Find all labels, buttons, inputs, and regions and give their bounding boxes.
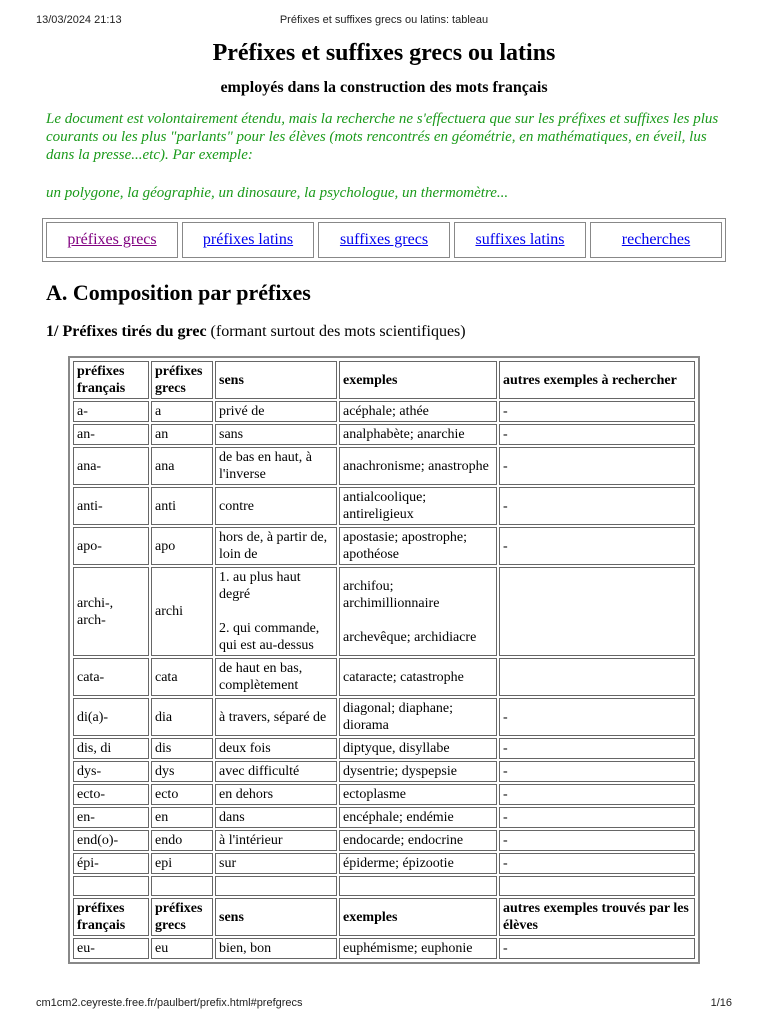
empty-cell: [499, 876, 695, 896]
col-header: autres exemples trouvés par les élèves: [499, 898, 695, 936]
col-header: exemples: [339, 898, 497, 936]
cell-autres: -: [499, 807, 695, 828]
cell-sens: hors de, à partir de, loin de: [215, 527, 337, 565]
cell-grec: ecto: [151, 784, 213, 805]
cell-autres: -: [499, 698, 695, 736]
cell-sens: contre: [215, 487, 337, 525]
cell-exemples: diagonal; diaphane; diorama: [339, 698, 497, 736]
cell-sens: dans: [215, 807, 337, 828]
cell-autres: [499, 658, 695, 696]
prefix-table: [71, 359, 697, 961]
cell-francais: anti-: [73, 487, 149, 525]
cell-sens: [215, 567, 337, 656]
cell-francais: end(o)-: [73, 830, 149, 851]
subsection-label: 1/ Préfixes tirés du grec: [46, 323, 207, 340]
cell-autres: -: [499, 424, 695, 445]
cell-francais: an-: [73, 424, 149, 445]
cell-grec: dia: [151, 698, 213, 736]
nav-link-prefixes-grecs[interactable]: préfixes grecs: [46, 222, 178, 258]
table-row: [73, 938, 695, 959]
print-page-title: Préfixes et suffixes grecs ou latins: tableau: [279, 14, 489, 26]
page-subtitle: employés dans la construction des mots français: [220, 79, 548, 96]
cell-grec: eu: [151, 938, 213, 959]
table-row: [73, 658, 695, 696]
cell-grec: dys: [151, 761, 213, 782]
cell-exemples: anachronisme; anastrophe: [339, 447, 497, 485]
cell-sens: bien, bon: [215, 938, 337, 959]
cell-exemples: encéphale; endémie: [339, 807, 497, 828]
empty-cell: [339, 876, 497, 896]
empty-cell: [73, 876, 149, 896]
cell-grec: endo: [151, 830, 213, 851]
table-row: [73, 424, 695, 445]
cell-sens: privé de: [215, 401, 337, 422]
table-header-row-2: [73, 898, 695, 936]
nav-link-recherches[interactable]: recherches: [590, 222, 722, 258]
cell-sens: de haut en bas, complètement: [215, 658, 337, 696]
cell-autres: -: [499, 487, 695, 525]
table-row: [73, 698, 695, 736]
cell-grec: a: [151, 401, 213, 422]
nav-link-prefixes-latins[interactable]: préfixes latins: [182, 222, 314, 258]
cell-sens: de bas en haut, à l'inverse: [215, 447, 337, 485]
cell-autres: -: [499, 447, 695, 485]
cell-sens: sans: [215, 424, 337, 445]
cell-exemples: analphabète; anarchie: [339, 424, 497, 445]
page-content: [46, 36, 722, 964]
table-row: [73, 830, 695, 851]
cell-francais: di(a)-: [73, 698, 149, 736]
cell-autres: -: [499, 738, 695, 759]
cell-francais: ecto-: [73, 784, 149, 805]
cell-francais: épi-: [73, 853, 149, 874]
col-header: sens: [215, 898, 337, 936]
cell-sens: à travers, séparé de: [215, 698, 337, 736]
col-header: préfixes français: [73, 898, 149, 936]
cell-autres: [499, 567, 695, 656]
intro-paragraph-2: un polygone, la géographie, un dinosaure, la psychologue, un thermomètre...: [46, 185, 509, 201]
sens-item: 1. au plus haut degré: [219, 570, 301, 602]
exemples-item: archifou; archimillionnaire: [343, 578, 440, 611]
cell-grec: en: [151, 807, 213, 828]
cell-sens: deux fois: [215, 738, 337, 759]
cell-grec: ana: [151, 447, 213, 485]
cell-autres: -: [499, 830, 695, 851]
cell-autres: -: [499, 761, 695, 782]
col-header: préfixes grecs: [151, 898, 213, 936]
table-row: [73, 401, 695, 422]
print-header: [36, 14, 732, 28]
page-title: Préfixes et suffixes grecs ou latins: [212, 40, 556, 66]
cell-grec: apo: [151, 527, 213, 565]
table-header-row: [73, 361, 695, 399]
cell-autres: -: [499, 401, 695, 422]
cell-exemples: endocarde; endocrine: [339, 830, 497, 851]
cell-exemples: ectoplasme: [339, 784, 497, 805]
empty-cell: [151, 876, 213, 896]
cell-grec: dis: [151, 738, 213, 759]
table-row: [73, 853, 695, 874]
cell-exemples: acéphale; athée: [339, 401, 497, 422]
cell-exemples: [339, 567, 497, 656]
print-footer: [36, 997, 732, 1011]
cell-francais: apo-: [73, 527, 149, 565]
subsection-note: (formant surtout des mots scientifiques): [206, 323, 466, 340]
intro-paragraph-1: Le document est volontairement étendu, mais la recherche ne s'effectuera que sur les préfixes et suffixes les plus courants ou les plus "parlants" pour les élèves (mots rencontrés en géométrie, en mathématiques, en éveil, lus dans la presse...etc). Par exemple:: [46, 111, 719, 163]
cell-exemples: épiderme; épizootie: [339, 853, 497, 874]
table-row: [73, 738, 695, 759]
cell-autres: -: [499, 938, 695, 959]
intro-text: [46, 110, 722, 202]
cell-grec: an: [151, 424, 213, 445]
cell-francais: dis, di: [73, 738, 149, 759]
exemples-item: archevêque; archidiacre: [343, 629, 477, 645]
col-header: exemples: [339, 361, 497, 399]
cell-francais: ana-: [73, 447, 149, 485]
nav-link-suffixes-latins[interactable]: suffixes latins: [454, 222, 586, 258]
col-header: sens: [215, 361, 337, 399]
col-header: préfixes français: [73, 361, 149, 399]
empty-cell: [215, 876, 337, 896]
cell-grec: archi: [151, 567, 213, 656]
cell-francais: dys-: [73, 761, 149, 782]
table-row: [73, 784, 695, 805]
table-row: [73, 807, 695, 828]
cell-exemples: dysentrie; dyspepsie: [339, 761, 497, 782]
cell-autres: -: [499, 853, 695, 874]
cell-exemples: diptyque, disyllabe: [339, 738, 497, 759]
cell-francais: a-: [73, 401, 149, 422]
col-header: préfixes grecs: [151, 361, 213, 399]
cell-sens: à l'intérieur: [215, 830, 337, 851]
cell-exemples: apostasie; apostrophe; apothéose: [339, 527, 497, 565]
cell-francais: en-: [73, 807, 149, 828]
cell-sens: avec difficulté: [215, 761, 337, 782]
col-header: autres exemples à rechercher: [499, 361, 695, 399]
table-row: [73, 527, 695, 565]
cell-sens: en dehors: [215, 784, 337, 805]
print-url: cm1cm2.ceyreste.free.fr/paulbert/prefix.html#prefgrecs: [36, 997, 303, 1009]
cell-francais: eu-: [73, 938, 149, 959]
table-row: [73, 761, 695, 782]
print-page-number: 1/16: [710, 997, 732, 1009]
print-datetime: 13/03/2024 21:13: [36, 14, 122, 26]
cell-francais: cata-: [73, 658, 149, 696]
cell-grec: anti: [151, 487, 213, 525]
cell-autres: -: [499, 527, 695, 565]
cell-sens: sur: [215, 853, 337, 874]
subsection-heading: [46, 322, 722, 342]
cell-exemples: cataracte; catastrophe: [339, 658, 497, 696]
section-heading: A. Composition par préfixes: [46, 280, 311, 305]
cell-exemples: euphémisme; euphonie: [339, 938, 497, 959]
table-row: [73, 487, 695, 525]
table-row-archi: [73, 567, 695, 656]
prefix-table-frame: [68, 356, 700, 964]
cell-francais: archi-, arch-: [73, 567, 149, 656]
table-row: [73, 447, 695, 485]
sens-item: 2. qui commande, qui est au-dessus: [219, 621, 320, 653]
cell-grec: epi: [151, 853, 213, 874]
cell-exemples: antialcoolique; antireligieux: [339, 487, 497, 525]
section-nav: [42, 218, 726, 262]
cell-grec: cata: [151, 658, 213, 696]
table-empty-row: [73, 876, 695, 896]
cell-autres: -: [499, 784, 695, 805]
nav-link-suffixes-grecs[interactable]: suffixes grecs: [318, 222, 450, 258]
